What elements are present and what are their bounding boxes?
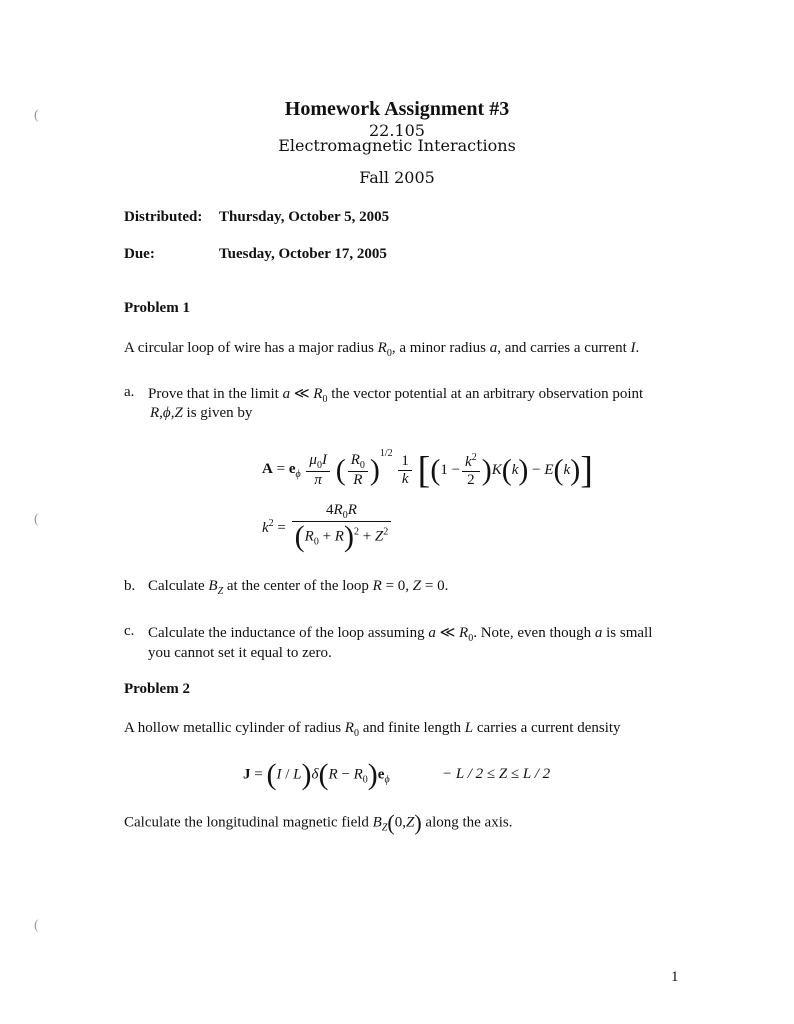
part-c-line2: you cannot set it equal to zero. — [148, 645, 332, 661]
current-density-equation: $J = (I / L)\delta(R - R_0)e_\phi$ — [243, 758, 390, 791]
due-label: Due: — [124, 246, 155, 262]
problem-2-intro: A hollow metallic cylinder of radius $R_0$ and finite length L carries a current density — [124, 720, 621, 739]
k-squared-equation: $k^2$ = $\frac{4R_0R}{(R_0 + R)^2 + Z^2}$ — [262, 502, 393, 552]
current-density-range: − L / 2 ≤ Z ≤ L / 2 — [442, 766, 551, 782]
due-value: Tuesday, October 17, 2005 — [219, 246, 387, 262]
page-number: 1 — [671, 969, 679, 985]
distributed-label: Distributed: — [124, 209, 203, 225]
term: Fall 2005 — [359, 168, 435, 187]
scan-mark: ( — [34, 512, 39, 527]
problem-1-intro: A circular loop of wire has a major radius $R_0$, a minor radius a, and carries a current I. — [124, 340, 640, 359]
part-c-line1: Calculate the inductance of the loop assuming a ≪ $R_0$. Note, even though a is small — [148, 625, 653, 644]
vector-potential-equation: $A = e_\phi$ $\frac{\mu_0I}{\pi}$ ( $\frac{R_0}{R}$ )$^{1/2}$ $\frac{1}{k}$ [(1 − $\frac{k^2}{2}$ )K(k) − E(k)] — [262, 448, 593, 492]
distributed-value: Thursday, October 5, 2005 — [219, 209, 390, 225]
course-number: 22.105 — [369, 121, 425, 140]
part-a-line1: Prove that in the limit a ≪ $R_0$ the vector potential at an arbitrary observation point — [148, 386, 644, 405]
part-c-marker: c. — [124, 623, 135, 639]
problem-2-question: Calculate the longitudinal magnetic field $B_Z(0,Z)$ along the axis. — [124, 810, 513, 835]
page-title: Homework Assignment #3 — [284, 98, 510, 120]
part-b-marker: b. — [124, 578, 136, 594]
course-subject: Electromagnetic Interactions — [278, 136, 516, 155]
part-a-line2: R,ϕ,Z is given by — [150, 405, 253, 421]
scan-mark: ( — [34, 918, 39, 933]
scan-mark: ( — [34, 108, 39, 123]
part-b-text: Calculate $B_Z$ at the center of the loop R = 0, Z = 0. — [148, 578, 449, 597]
problem-1-heading: Problem 1 — [124, 300, 190, 316]
problem-2-heading: Problem 2 — [124, 681, 190, 697]
part-a-marker: a. — [124, 384, 135, 400]
